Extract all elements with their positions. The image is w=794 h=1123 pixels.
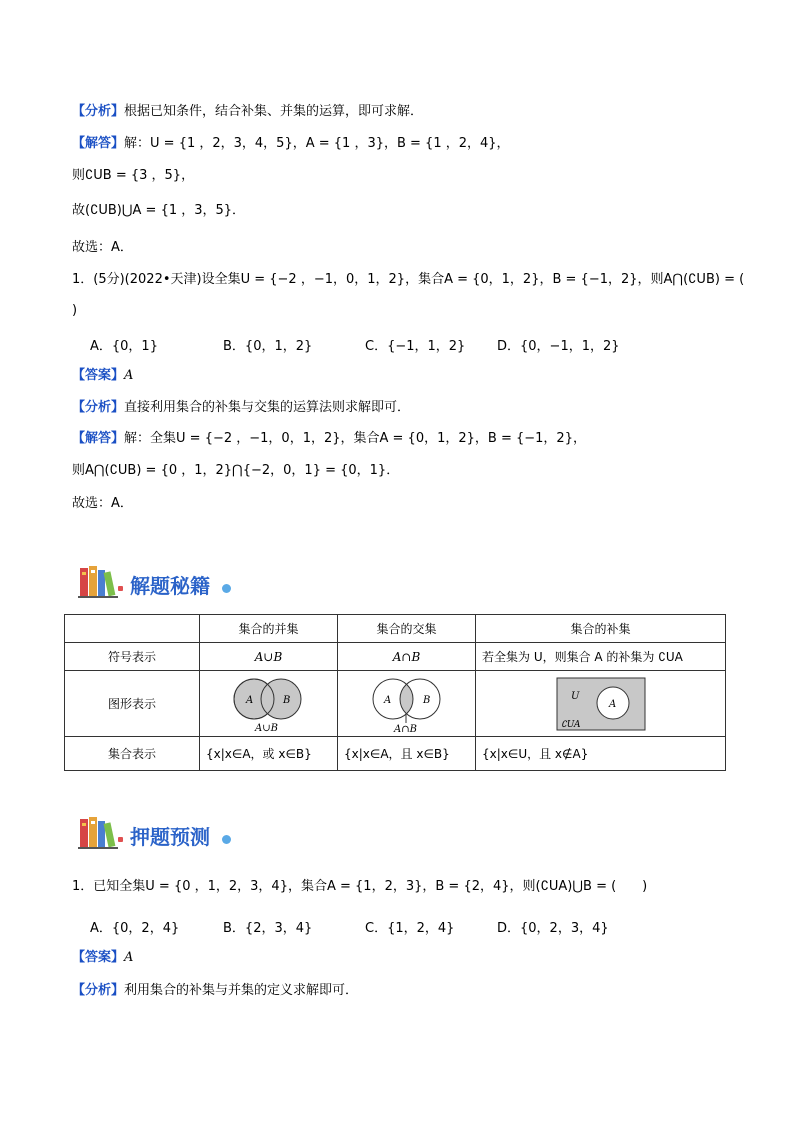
table-header-cell: 集合的并集 — [200, 615, 338, 643]
venn-intersection-diagram — [357, 673, 457, 735]
solution-tag: 【解答】 — [72, 136, 125, 151]
q1-stem: 1．(5分)(2022•天津)设全集U = {−2 ，−1，0，1，2}，集合A = {0，1，2}，B = {−1，2}，则A⋂(∁UB) = ( — [72, 272, 745, 287]
q1-answer-value: A — [124, 368, 134, 383]
analysis-text: 根据已知条件，结合补集、并集的运算，即可求解． — [124, 104, 424, 119]
q1-option-c: C．{−1，1，2} — [365, 339, 466, 354]
q2-option-a: A．{0，2，4} — [90, 921, 180, 936]
venn-union-caption: A∪B — [254, 722, 278, 734]
venn-label-b: B — [282, 694, 290, 706]
table-row-label: 集合表示 — [65, 737, 200, 771]
solution-line-3: 故(∁UB)⋃A = {1 ，3，5}． — [72, 203, 246, 218]
q2-analysis — [72, 983, 358, 999]
q1-option-a: A．{0，1} — [90, 339, 158, 354]
venn-intersection-cell — [338, 671, 476, 737]
venn-union-cell — [200, 671, 338, 737]
q1-answer-tag: 【答案】 — [72, 368, 125, 383]
q1-answer — [72, 368, 133, 384]
venn-label-a: A — [383, 694, 391, 706]
title-dot — [222, 584, 231, 593]
q1-analysis — [72, 400, 410, 416]
section-title-tips: 解题秘籍 — [130, 574, 210, 598]
table-header-cell: 集合的补集 — [476, 615, 726, 643]
table-row-set — [65, 737, 726, 771]
venn-label-complement: ∁UA — [560, 719, 581, 730]
q1-option-d: D．{0，−1，1，2} — [497, 339, 620, 354]
section-header-tips — [78, 564, 298, 604]
table-header-cell — [65, 615, 200, 643]
table-header-cell: 集合的交集 — [338, 615, 476, 643]
analysis-line-1 — [72, 104, 423, 120]
solution-line-2: 则∁UB = {3 ，5}， — [72, 168, 195, 183]
table-header-row — [65, 615, 726, 643]
table-cell: 若全集为 U，则集合 A 的补集为 ∁UA — [476, 643, 726, 671]
table-row-label: 图形表示 — [65, 671, 200, 737]
section-title-predict: 押题预测 — [130, 825, 210, 849]
books-icon — [78, 815, 128, 851]
analysis-tag: 【分析】 — [72, 104, 125, 119]
table-row-graph — [65, 671, 726, 737]
q1-solution-text: 解：全集U = {−2 ，−1，0，1，2}，集合A = {0，1，2}，B = {−1，2}， — [124, 431, 586, 446]
venn-label-a: A — [245, 694, 253, 706]
q1-solution-line-3: 故选：A． — [72, 496, 133, 511]
venn-label-b: B — [422, 694, 430, 706]
venn-intersection-caption: A∩B — [393, 723, 417, 735]
venn-complement-cell — [476, 671, 726, 737]
books-icon — [78, 564, 128, 600]
q2-analysis-text: 利用集合的补集与并集的定义求解即可． — [124, 983, 359, 998]
q2-answer-tag: 【答案】 — [72, 950, 125, 965]
q1-analysis-text: 直接利用集合的补集与交集的运算法则求解即可． — [124, 400, 411, 415]
q2-answer-value: A — [124, 950, 134, 965]
venn-complement-diagram — [551, 675, 651, 733]
solution-line-4: 故选：A． — [72, 240, 133, 255]
table-cell: A∪B — [200, 643, 338, 671]
q1-solution-line-2: 则A⋂(∁UB) = {0 ，1，2}⋂{−2，0，1} = {0，1}． — [72, 463, 400, 478]
q1-analysis-tag: 【分析】 — [72, 400, 125, 415]
table-cell: {x|x∈A，且 x∈B} — [338, 737, 476, 771]
q2-analysis-tag: 【分析】 — [72, 983, 125, 998]
q1-solution — [72, 431, 586, 447]
q1-stem-cont: ) — [72, 303, 78, 318]
table-row-symbol — [65, 643, 726, 671]
venn-union-diagram — [219, 673, 319, 735]
set-operations-table — [64, 614, 726, 771]
table-cell: {x|x∈A，或 x∈B} — [200, 737, 338, 771]
table-cell: {x|x∈U，且 x∉A} — [476, 737, 726, 771]
venn-label-a: A — [608, 698, 616, 710]
q2-answer — [72, 950, 133, 966]
q1-solution-tag: 【解答】 — [72, 431, 125, 446]
q2-option-c: C．{1，2，4} — [365, 921, 455, 936]
q2-option-d: D．{0，2，3，4} — [497, 921, 609, 936]
venn-label-u: U — [570, 690, 579, 702]
q2-option-b: B．{2，3，4} — [223, 921, 313, 936]
title-bullet — [118, 586, 123, 591]
table-row-label: 符号表示 — [65, 643, 200, 671]
section-header-predict — [78, 815, 298, 855]
q2-stem: 1．已知全集U = {0 ，1，2，3，4}，集合A = {1，2，3}，B = {2，4}，则(∁UA)⋃B = ( ) — [72, 879, 648, 894]
solution-text: 解：U = {1 ，2，3，4，5}，A = {1 ，3}，B = {1 ，2，4}， — [124, 136, 510, 151]
table-cell: A∩B — [338, 643, 476, 671]
title-bullet — [118, 837, 123, 842]
q1-option-b: B．{0，1，2} — [223, 339, 313, 354]
title-dot — [222, 835, 231, 844]
solution-line-1 — [72, 136, 510, 152]
